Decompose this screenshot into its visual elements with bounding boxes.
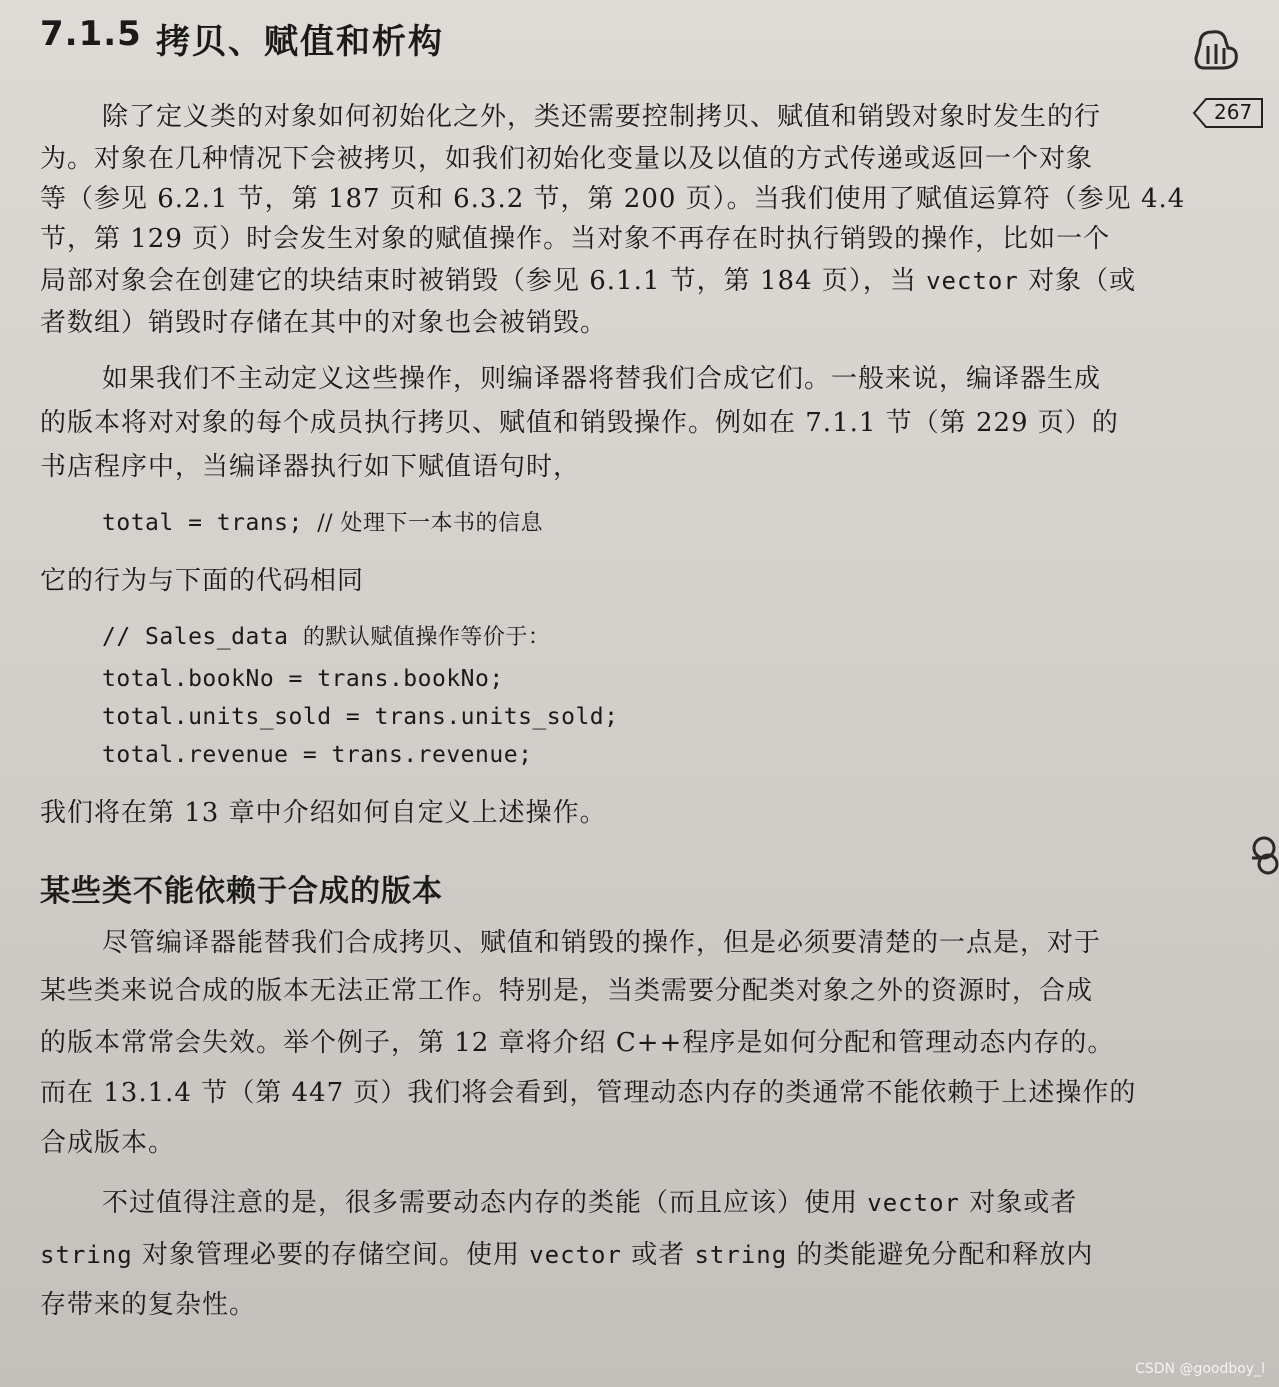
inline-code: string	[694, 1241, 788, 1269]
code-comment: 的默认赋值操作等价于：	[302, 625, 551, 650]
inline-code: vector	[867, 1189, 960, 1217]
subheading: 某些类不能依赖于合成的版本	[40, 874, 443, 909]
inline-code: vector	[529, 1241, 622, 1269]
paragraph-line: 某些类来说合成的版本无法正常工作。特别是，当类需要分配类对象之外的资源时，合成	[40, 976, 1094, 1006]
paragraph-line: 它的行为与下面的代码相同	[40, 566, 365, 596]
paragraph-line: 为。对象在几种情况下会被拷贝，如我们初始化变量以及以值的方式传递或返回一个对象	[40, 144, 1094, 174]
paragraph-line: 存带来的复杂性。	[40, 1290, 257, 1320]
paragraph-line: 合成版本。	[40, 1128, 176, 1158]
code-comment: // 处理下一本书的信息	[317, 511, 544, 536]
paragraph-line: 除了定义类的对象如何初始化之外，类还需要控制拷贝、赋值和销毁对象时发生的行	[102, 102, 1102, 132]
page-number: 267	[1214, 100, 1253, 124]
paragraph-line: 节，第 129 页）时会发生对象的赋值操作。当对象不再存在时执行销毁的操作，比如一个	[40, 224, 1111, 254]
paragraph-line: 尽管编译器能替我们合成拷贝、赋值和销毁的操作，但是必须要清楚的一点是，对于	[102, 928, 1102, 958]
paragraph-line: 的版本常常会失效。举个例子，第 12 章将介绍 C++程序是如何分配和管理动态内存的。	[40, 1028, 1115, 1058]
paragraph-line: 不过值得注意的是，很多需要动态内存的类能（而且应该）使用 vector 对象或者	[102, 1188, 1078, 1218]
paragraph-line: 者数组）销毁时存储在其中的对象也会被销毁。	[40, 308, 608, 338]
paragraph-line: 的版本将对对象的每个成员执行拷贝、赋值和销毁操作。例如在 7.1.1 节（第 229 页）的	[40, 408, 1119, 438]
section-title: 拷贝、赋值和析构	[156, 22, 444, 62]
code-line: total.revenue = trans.revenue;	[102, 742, 533, 768]
paragraph-line: 我们将在第 13 章中介绍如何自定义上述操作。	[40, 798, 607, 828]
inline-code: vector	[926, 267, 1019, 295]
fingers-crossed-icon	[1190, 26, 1240, 70]
code-line: total = trans; // 处理下一本书的信息	[102, 510, 544, 536]
paragraph-line: 等（参见 6.2.1 节，第 187 页和 6.3.2 节，第 200 页）。当我们使用了赋值运算符（参见 4.4	[40, 184, 1186, 214]
code-line: // Sales_data 的默认赋值操作等价于：	[102, 624, 551, 650]
watermark: CSDN @goodboy_l	[1135, 1361, 1265, 1377]
inline-code: string	[40, 1241, 133, 1269]
paragraph-line: 书店程序中，当编译器执行如下赋值语句时，	[40, 452, 581, 482]
paragraph-line: 如果我们不主动定义这些操作，则编译器将替我们合成它们。一般来说，编译器生成	[102, 364, 1102, 394]
margin-note-icon	[1248, 832, 1279, 882]
section-number: 7.1.5	[40, 14, 142, 54]
paragraph-line: string 对象管理必要的存储空间。使用 vector 或者 string 的类能避免分配和释放内	[40, 1240, 1094, 1270]
code-line: total.bookNo = trans.bookNo;	[102, 666, 504, 692]
paragraph-line: 局部对象会在创建它的块结束时被销毁（参见 6.1.1 节，第 184 页），当 vector 对象（或	[40, 266, 1137, 296]
code-line: total.units_sold = trans.units_sold;	[102, 704, 619, 730]
paragraph-line: 而在 13.1.4 节（第 447 页）我们将会看到，管理动态内存的类通常不能依赖于上述操作的	[40, 1078, 1137, 1108]
